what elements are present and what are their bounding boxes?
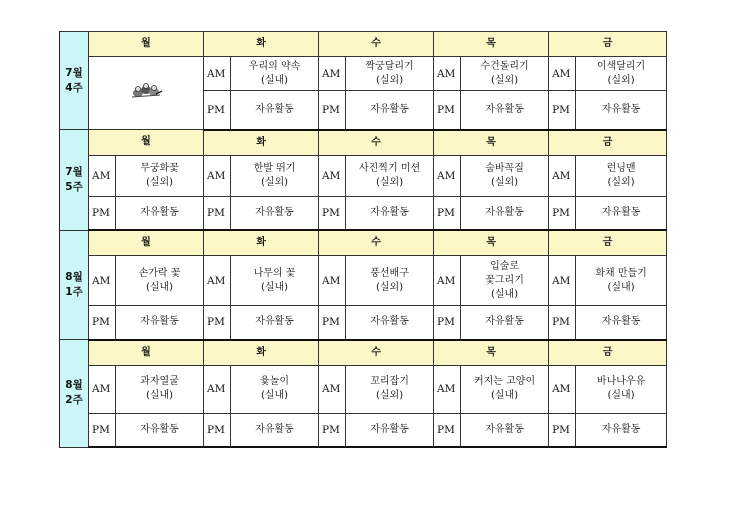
am-label: AM — [204, 256, 231, 306]
activity-name: 커지는 고양이 — [473, 376, 536, 387]
am-label: AM — [434, 365, 461, 413]
pm-row — [60, 306, 667, 340]
activity-name: 이색달리기 — [596, 60, 646, 72]
pm-activity-cell: 자유활동 — [461, 196, 549, 230]
am-row — [60, 155, 667, 196]
activity-name: 런닝맨 — [606, 162, 636, 174]
activity-location: (실외) — [490, 176, 519, 188]
am-activity-cell — [576, 365, 667, 413]
activity-name: 나무의 꽃 — [253, 267, 296, 279]
pm-label: PM — [549, 91, 576, 130]
pm-label: PM — [89, 196, 116, 230]
pm-activity-cell: 자유활동 — [576, 196, 667, 230]
week-number-label: 1주 — [65, 285, 83, 298]
pm-activity-cell: 자유활동 — [231, 306, 319, 340]
am-label: AM — [89, 256, 116, 306]
day-header: 수 — [319, 230, 434, 256]
day-header: 월 — [89, 32, 204, 57]
pm-activity-cell: 자유활동 — [576, 91, 667, 130]
activity-name: 풍선배구 — [370, 267, 409, 279]
am-activity-cell — [231, 365, 319, 413]
am-activity-cell — [116, 155, 204, 196]
day-header: 월 — [89, 340, 204, 366]
am-label: AM — [204, 57, 231, 91]
activity-location: (실내) — [145, 281, 174, 293]
day-header: 목 — [434, 230, 549, 256]
day-header: 화 — [204, 230, 319, 256]
activity-location: (실내) — [490, 288, 519, 300]
am-activity-cell — [461, 155, 549, 196]
pm-label: PM — [204, 196, 231, 230]
activity-location: (실내) — [145, 390, 174, 401]
week-day-header-row — [60, 340, 667, 366]
week-day-header-row — [60, 32, 667, 57]
am-label: AM — [204, 365, 231, 413]
activity-name: 입술로 — [490, 260, 520, 272]
day-header: 수 — [319, 340, 434, 366]
am-row — [60, 256, 667, 306]
day-header: 화 — [204, 340, 319, 366]
activity-location: (실내) — [607, 390, 635, 401]
week-day-header-row — [60, 230, 667, 256]
activity-location: (실내) — [490, 390, 519, 401]
pm-label: PM — [549, 306, 576, 340]
week-number-label: 5주 — [65, 180, 83, 193]
am-label: AM — [549, 256, 576, 306]
activity-name: 화채 만들기 — [595, 267, 647, 279]
week-month-label: 8월 — [65, 379, 83, 392]
activity-location: (실외) — [375, 74, 404, 86]
pm-label: PM — [204, 413, 231, 447]
pm-activity-cell: 자유활동 — [461, 306, 549, 340]
am-activity-cell — [346, 256, 434, 306]
pm-row — [60, 196, 667, 230]
activity-name: 숨바꼭질 — [485, 162, 524, 174]
activity-name: 꼬리잡기 — [370, 376, 409, 387]
activity-name: 윷놀이 — [260, 376, 290, 387]
day-header: 금 — [549, 130, 667, 156]
pm-activity-cell: 자유활동 — [231, 413, 319, 447]
activity-location: (실내) — [260, 281, 289, 293]
pm-label: PM — [319, 413, 346, 447]
pm-label: PM — [319, 306, 346, 340]
am-label: AM — [549, 365, 576, 413]
pm-label: PM — [434, 196, 461, 230]
day-header: 수 — [319, 130, 434, 156]
week-label — [60, 340, 89, 448]
week-month-label: 7월 — [65, 165, 83, 178]
am-activity-cell — [576, 256, 667, 306]
pm-activity-cell: 자유활동 — [576, 413, 667, 447]
am-label: AM — [204, 155, 231, 196]
activity-name: 한발 뛰기 — [253, 162, 296, 174]
am-row — [60, 365, 667, 413]
pm-row — [60, 413, 667, 447]
activity-name: 우리의 약속 — [248, 60, 301, 72]
week-number-label: 4주 — [65, 81, 83, 94]
day-header: 목 — [434, 340, 549, 366]
week-month-label: 8월 — [65, 270, 83, 283]
pm-activity-cell: 자유활동 — [116, 196, 204, 230]
activity-name: 바나나우유 — [596, 376, 646, 387]
pm-label: PM — [434, 91, 461, 130]
pm-label: PM — [319, 91, 346, 130]
am-activity-cell — [231, 57, 319, 91]
activity-name: 수건돌리기 — [480, 60, 529, 72]
am-activity-cell — [346, 57, 434, 91]
day-header: 금 — [549, 340, 667, 366]
am-activity-cell — [576, 155, 667, 196]
pm-activity-cell: 자유활동 — [231, 196, 319, 230]
day-header: 월 — [89, 130, 204, 156]
day-header: 금 — [549, 230, 667, 256]
day-header: 화 — [204, 130, 319, 156]
activity-name: 과자열굴 — [140, 376, 179, 387]
am-label: AM — [89, 365, 116, 413]
pm-activity-cell: 자유활동 — [116, 306, 204, 340]
am-activity-cell — [231, 155, 319, 196]
activity-location: (실외) — [607, 74, 635, 86]
pm-activity-cell: 자유활동 — [346, 196, 434, 230]
am-label: AM — [319, 155, 346, 196]
day-header: 수 — [319, 32, 434, 57]
week-label — [60, 32, 89, 130]
day-header: 금 — [549, 32, 667, 57]
am-activity-cell — [116, 256, 204, 306]
activity-location: (실외) — [375, 281, 404, 293]
activity-location: (실외) — [607, 176, 635, 188]
activity-location: (실외) — [490, 74, 519, 86]
monday-photo-cell — [89, 57, 204, 130]
pm-label: PM — [434, 413, 461, 447]
day-header: 목 — [434, 32, 549, 57]
activity-name: 꽃그리기 — [485, 274, 524, 286]
am-label: AM — [434, 155, 461, 196]
pm-activity-cell: 자유활동 — [346, 306, 434, 340]
am-activity-cell — [231, 256, 319, 306]
pm-activity-cell: 자유활동 — [461, 91, 549, 130]
day-header: 화 — [204, 32, 319, 57]
week-number-label: 2주 — [65, 394, 83, 407]
week-day-header-row — [60, 130, 667, 156]
activity-name: 짝궁달리기 — [365, 60, 414, 72]
pm-label: PM — [89, 306, 116, 340]
activity-name: 무궁화꽃 — [140, 162, 179, 174]
pm-label: PM — [549, 413, 576, 447]
activity-location: (실외) — [145, 176, 174, 188]
am-label: AM — [434, 57, 461, 91]
pm-label: PM — [319, 196, 346, 230]
activity-location: (실내) — [260, 74, 289, 86]
activity-location: (실외) — [375, 390, 404, 401]
day-header: 목 — [434, 130, 549, 156]
am-label: AM — [434, 256, 461, 306]
week-label — [60, 130, 89, 231]
am-activity-cell — [346, 155, 434, 196]
week-month-label: 7월 — [65, 66, 83, 79]
am-label: AM — [319, 365, 346, 413]
am-activity-cell — [461, 365, 549, 413]
activity-name: 사진찍기 미션 — [358, 162, 421, 174]
pm-activity-cell: 자유활동 — [461, 413, 549, 447]
activity-location: (실외) — [260, 176, 289, 188]
week-label — [60, 230, 89, 340]
am-activity-cell — [461, 57, 549, 91]
pm-activity-cell: 자유활동 — [231, 91, 319, 130]
am-row — [60, 57, 667, 91]
day-header: 월 — [89, 230, 204, 256]
activity-location: (실내) — [260, 390, 289, 401]
pm-label: PM — [434, 306, 461, 340]
am-label: AM — [549, 57, 576, 91]
am-activity-cell — [461, 256, 549, 306]
am-activity-cell — [576, 57, 667, 91]
pm-label: PM — [549, 196, 576, 230]
weekly-schedule-table — [59, 31, 667, 448]
pm-activity-cell: 자유활동 — [346, 413, 434, 447]
activity-name: 손가락 꽃 — [138, 267, 181, 279]
activity-location: (실외) — [375, 176, 404, 188]
pm-activity-cell: 자유활동 — [116, 413, 204, 447]
am-activity-cell — [116, 365, 204, 413]
am-activity-cell — [346, 365, 434, 413]
pm-activity-cell: 자유활동 — [346, 91, 434, 130]
children-drawing-icon — [126, 80, 166, 102]
activity-location: (실내) — [607, 281, 635, 293]
am-label: AM — [89, 155, 116, 196]
am-label: AM — [319, 256, 346, 306]
pm-activity-cell: 자유활동 — [576, 306, 667, 340]
pm-label: PM — [204, 91, 231, 130]
am-label: AM — [319, 57, 346, 91]
pm-label: PM — [89, 413, 116, 447]
am-label: AM — [549, 155, 576, 196]
pm-label: PM — [204, 306, 231, 340]
